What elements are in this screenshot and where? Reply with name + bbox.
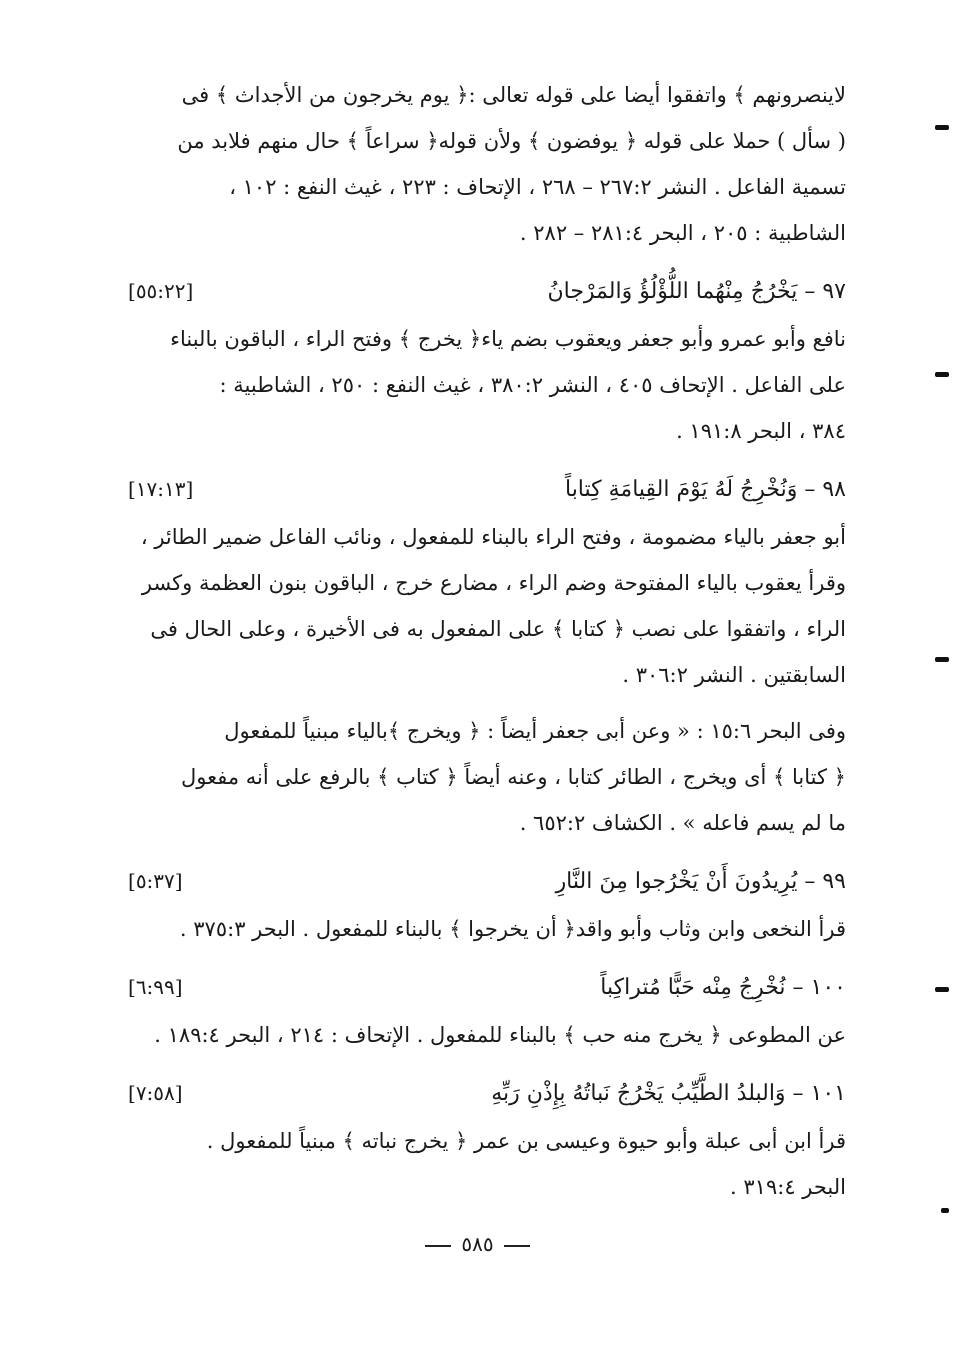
text-line: قرأ ابن أبى عبلة وأبو حيوة وعيسى بن عمر ﴿ يخرج نباته ﴾ مبنياً للمفعول . [206,1129,846,1153]
verse-reference: [٦:٩٩] [128,975,183,999]
footer-dash [504,1245,530,1247]
verse-heading [128,464,846,514]
text-line: وفى البحر ١٥:٦ : « وعن أبى جعفر أيضاً : ﴿ ويخرج ﴾بالياء مبنياً للمفعول [224,719,846,743]
verse-heading [128,1068,846,1118]
verse-reference: [٥:٣٧] [128,869,183,893]
text-line: الراء ، واتفقوا على نصب ﴿ كتابا ﴾ على المفعول به فى الأخيرة ، وعلى الحال فى [150,617,846,641]
verse-heading [128,856,846,906]
text-line: ما لم يسم فاعله » . الكشاف ٦٥٢:٢ . [519,811,846,835]
text-line: قرأ النخعى وابن وثاب وأبو واقد﴿ أن يخرجوا ﴾ بالبناء للمفعول . البحر ٣٧٥:٣ . [179,917,846,941]
text-line: لاينصرونهم ﴾ واتفقوا أيضا على قوله تعالى :﴿ يوم يخرجون من الأجداث ﴾ فى [181,83,846,107]
paragraph [128,72,846,256]
verse-text: ١٠٠ – نُخْرِجُ مِنْه حَبًّا مُتراكِباً [600,974,846,1000]
text-line: تسمية الفاعل . النشر ٢٦٧:٢ – ٢٦٨ ، الإتحاف : ٢٢٣ ، غيث النفع : ١٠٢ ، [229,175,846,199]
margin-mark [935,987,949,992]
text-line: عن المطوعى ﴿ يخرج منه حب ﴾ بالبناء للمفعول . الإتحاف : ٢١٤ ، البحر ١٨٩:٤ . [154,1023,846,1047]
text-line: ( سأل ) حملا على قوله ﴿ يوفضون ﴾ ولأن قوله﴿ سراعاً ﴾ حال منهم فلابد من [177,129,846,153]
verse-heading [128,962,846,1012]
entry [128,266,846,454]
text-line: ٣٨٤ ، البحر ١٩١:٨ . [676,419,846,443]
verse-reference: [٥٥:٢٢] [128,279,194,303]
text-line: الشاطبية : ٢٠٥ ، البحر ٢٨١:٤ – ٢٨٢ . [519,221,846,245]
margin-mark [941,1208,949,1213]
body-text [128,72,846,1210]
text-line: البحر ٣١٩:٤ . [730,1175,846,1199]
page-footer [0,1232,955,1256]
text-line: السابقتين . النشر ٣٠٦:٢ . [622,663,846,687]
text-line: وقرأ يعقوب بالياء المفتوحة وضم الراء ، مضارع خرج ، الباقون بنون العظمة وكسر [141,571,846,595]
verse-reference: [٧:٥٨] [128,1081,183,1105]
verse-heading [128,266,846,316]
margin-mark [935,372,949,377]
margin-mark [935,657,949,662]
verse-text: ٩٨ – وَنُخْرِجُ لَهُ يَوْمَ القِيامَةِ كِتاباً [564,476,846,502]
page-number: ٥٨٥ [461,1232,494,1256]
entry [128,1068,846,1210]
text-line: ﴿ كتابا ﴾ أى ويخرج ، الطائر كتابا ، وعنه أيضاً ﴿ كتاب ﴾ بالرفع على أنه مفعول [181,765,846,789]
verse-text: ٩٧ – يَخْرُجُ مِنْهُما اللُّؤْلُؤُ وَالمَرْجانُ [547,278,846,304]
entry [128,856,846,952]
verse-reference: [١٧:١٣] [128,477,194,501]
entry [128,962,846,1058]
text-line: على الفاعل . الإتحاف ٤٠٥ ، النشر ٣٨٠:٢ ، غيث النفع : ٢٥٠ ، الشاطبية : [219,373,846,397]
text-line: نافع وأبو عمرو وأبو جعفر ويعقوب بضم ياء﴿ يخرج ﴾ وفتح الراء ، الباقون بالبناء [170,327,846,351]
footer-dash [425,1245,451,1247]
entry [128,464,846,846]
verse-text: ١٠١ – وَالبلدُ الطَّيِّبُ يَخْرُجُ نَباتُهُ بِإِذْنِ رَبِّهِ [491,1080,846,1106]
verse-text: ٩٩ – يُرِيدُونَ أَنْ يَخْرُجوا مِنَ النَّارِ [555,868,846,894]
margin-mark [935,125,949,130]
text-line: أبو جعفر بالياء مضمومة ، وفتح الراء بالبناء للمفعول ، ونائب الفاعل ضمير الطائر ، [140,525,846,549]
